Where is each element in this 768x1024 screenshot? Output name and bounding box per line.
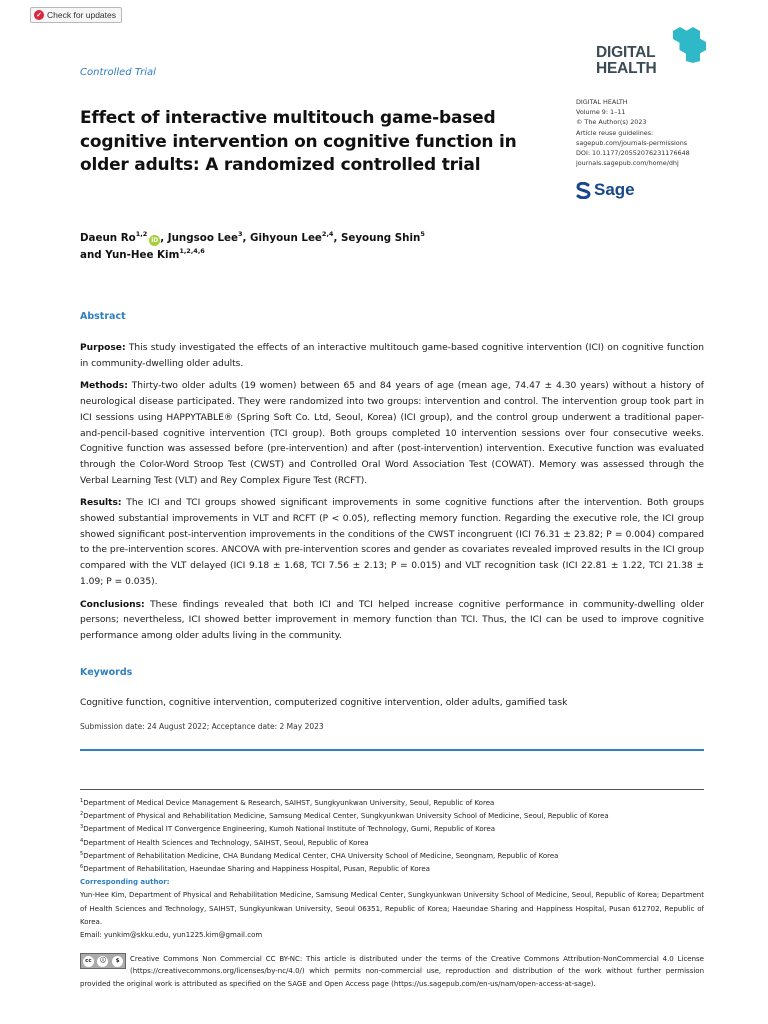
abstract-results: Results: The ICI and TCI groups showed significant improvements in some cognitive functions after the intervention. Both groups showed substantial improvements in VLT and RCFT (P < 0.05), reflecting memory function. Regarding the executive role, the ICI group showed significant post-intervention improvements in the conditions of the CWST incongruent (ICI 76.31 ± 23.82; P = 0.004) compared to the pre-intervention scores. ANCOVA with pre-intervention scores and gender as covariates revealed improved results in the ICI group compared with the VLT delayed (ICI 9.18 ± 1.68, TCI 7.56 ± 2.13; P = 0.015) and VLT recognition task (ICI 22.81 ± 1.22, TCI 21.38 ± 1.09; P = 0.035). — [80, 498, 704, 587]
author-affiliation-ref: 5 — [420, 230, 425, 238]
affiliation-item: $^2$Department of Physical and Rehabilitation Medicine, Samsung Medical Center, Sungkyunkwan University School of Medicine, Seoul, Republic of Korea — [80, 811, 609, 821]
article-metadata — [576, 97, 746, 168]
affiliations — [80, 797, 704, 942]
cc-by-nc-icon[interactable]: cc ⓘ $ — [80, 953, 126, 969]
affiliation-item: $^1$Department of Medical Device Management & Research, SAIHST, Sungkyunkwan University, Seoul, Republic of Korea — [80, 798, 495, 807]
author-affiliation-ref: 1,2 — [135, 230, 148, 238]
license-text: Creative Commons Non Commercial CC BY-NC: This article is distributed under the terms of the Creative Commons Attribution-NonCommercial 4.0 License (https://creativecommons.org/licenses/by-nc/4.0/) which permits non-commercial use, reproduction and distribution of the work without further permission provided the original work is attributed as specified on the SAGE and Open Access page (https://us.sagepub.com/en-us/nam/open-access-at-sage). — [80, 955, 704, 988]
corresponding-email[interactable]: Email: yunkim@skku.edu, yun1225.kim@gmail.com — [80, 931, 263, 940]
check-updates-label: Check for updates — [47, 10, 116, 20]
section-divider — [80, 749, 704, 751]
meta-doi[interactable]: DOI: 10.1177/20552076231176648 — [576, 149, 690, 158]
sage-s-icon — [576, 182, 591, 199]
keywords-text: Cognitive function, cognitive intervention, computerized cognitive intervention, older adults, gamified task — [80, 698, 568, 708]
author[interactable]: Gihyoun Lee — [250, 232, 322, 244]
corresponding-author-text: Yun-Hee Kim, Department of Physical and Rehabilitation Medicine, Samsung Medical Center, Sungkyunkwan University School of Medicine, Seoul, Republic of Korea; Department of Health Sciences and Technology, SAIHST, Sungkyunkwan University, Seoul 06351, Republic of Korea; Haeundae Sharing and Happiness Hospital, Pusan 612702, Republic of Korea. — [80, 891, 704, 926]
check-updates-icon: ✓ — [34, 10, 44, 20]
journal-logo-line1: DIGITAL — [596, 44, 656, 61]
author[interactable]: Yun-Hee Kim — [105, 249, 180, 261]
journal-logo — [596, 45, 672, 77]
affiliation-item: $^5$Department of Rehabilitation Medicine, CHA Bundang Medical Center, CHA University School of Medicine, Seongnam, Republic of Korea — [80, 850, 559, 860]
author-list: Daeun Ro$^{1,2}$iD , Jungsoo Lee$^3$, Gihyoun Lee$^{2,4}$, Seyoung Shin$^5$ and Yun-Hee Kim$^{1,2,4,6}$ — [80, 230, 425, 261]
author-affiliation-ref: 2,4 — [321, 230, 334, 238]
meta-journal-url[interactable]: journals.sagepub.com/home/dhj — [576, 159, 679, 168]
author[interactable]: Seyoung Shin — [340, 232, 421, 244]
abstract-purpose: Purpose: This study investigated the effects of an interactive multitouch game-based cognitive intervention (ICI) on cognitive function in community-dwelling older adults. — [80, 343, 704, 369]
meta-reuse-link[interactable]: sagepub.com/journals-permissions — [576, 138, 688, 147]
submission-dates: Submission date: 24 August 2022; Acceptance date: 2 May 2023 — [80, 722, 324, 731]
abstract-methods: Methods: Thirty-two older adults (19 women) between 65 and 84 years of age (mean age, 74.47 ± 4.30 years) without a history of neurological disease participated. They were randomized into two groups: intervention and control. The intervention group took part in ICI sessions using HAPPYTABLE® (Spring Soft Co. Ltd, Seoul, Korea) (ICI group), and the control group underwent a traditional paper-and-pencil-based cognitive intervention (TCI group). Both groups completed 10 intervention sessions over four consecutive weeks. Cognitive function was assessed before (pre-intervention) and after (post-intervention) intervention. Executive function was evaluated through the Color-Word Stroop Test (CWST) and Controlled Oral Word Association Test (COWAT). Memory was assessed through the Verbal Learning Test (VLT) and Rey Complex Figure Test (RCFT). — [80, 381, 704, 486]
meta-journal: DIGITAL HEALTH — [576, 98, 628, 106]
affiliation-item: $^3$Department of Medical IT Convergence Engineering, Kumoh National Institute of Technology, Gumi, Republic of Korea — [80, 824, 495, 834]
license-notice — [80, 953, 704, 990]
affiliation-item: $^4$Department of Health Sciences and Technology, SAIHST, Seoul, Republic of Korea — [80, 837, 369, 847]
journal-logo-line2: HEALTH — [596, 60, 657, 77]
corresponding-author-heading: Corresponding author: — [80, 878, 170, 887]
author[interactable]: Jungsoo Lee — [167, 232, 239, 244]
orcid-icon[interactable]: iD — [151, 237, 159, 244]
abstract-heading: Abstract — [80, 311, 126, 322]
keywords-heading: Keywords — [80, 667, 133, 678]
article-title: Effect of interactive multitouch game-based cognitive intervention on cognitive function in older adults: A randomized controlled trial — [80, 108, 517, 175]
affiliation-item: $^6$Department of Rehabilitation, Haeundae Sharing and Happiness Hospital, Pusan, Republic of Korea — [80, 864, 430, 874]
author[interactable]: Daeun Ro — [80, 232, 136, 244]
meta-copyright: © The Author(s) 2023 — [576, 118, 647, 127]
meta-reuse-label: Article reuse guidelines: — [576, 128, 654, 137]
abstract-conclusions: Conclusions: These findings revealed that both ICI and TCI helped increase cognitive performance in community-dwelling older persons; nevertheless, ICI showed better improvement in memory function than TCI. Thus, the ICI can be used to improve cognitive performance among older adults living in the community. — [80, 599, 704, 641]
article-type: Controlled Trial — [80, 67, 156, 78]
footnote-divider — [80, 789, 704, 790]
abstract-body — [80, 341, 704, 645]
author-affiliation-ref: 1,2,4,6 — [179, 247, 205, 255]
author-affiliation-ref: 3 — [238, 230, 243, 238]
publisher-name: Sage — [594, 180, 635, 199]
meta-volume: Volume 9: 1–11 — [576, 108, 626, 117]
hexagon-logo-icon — [668, 25, 706, 63]
publisher-logo — [576, 180, 635, 200]
check-for-updates-button[interactable] — [30, 7, 122, 23]
